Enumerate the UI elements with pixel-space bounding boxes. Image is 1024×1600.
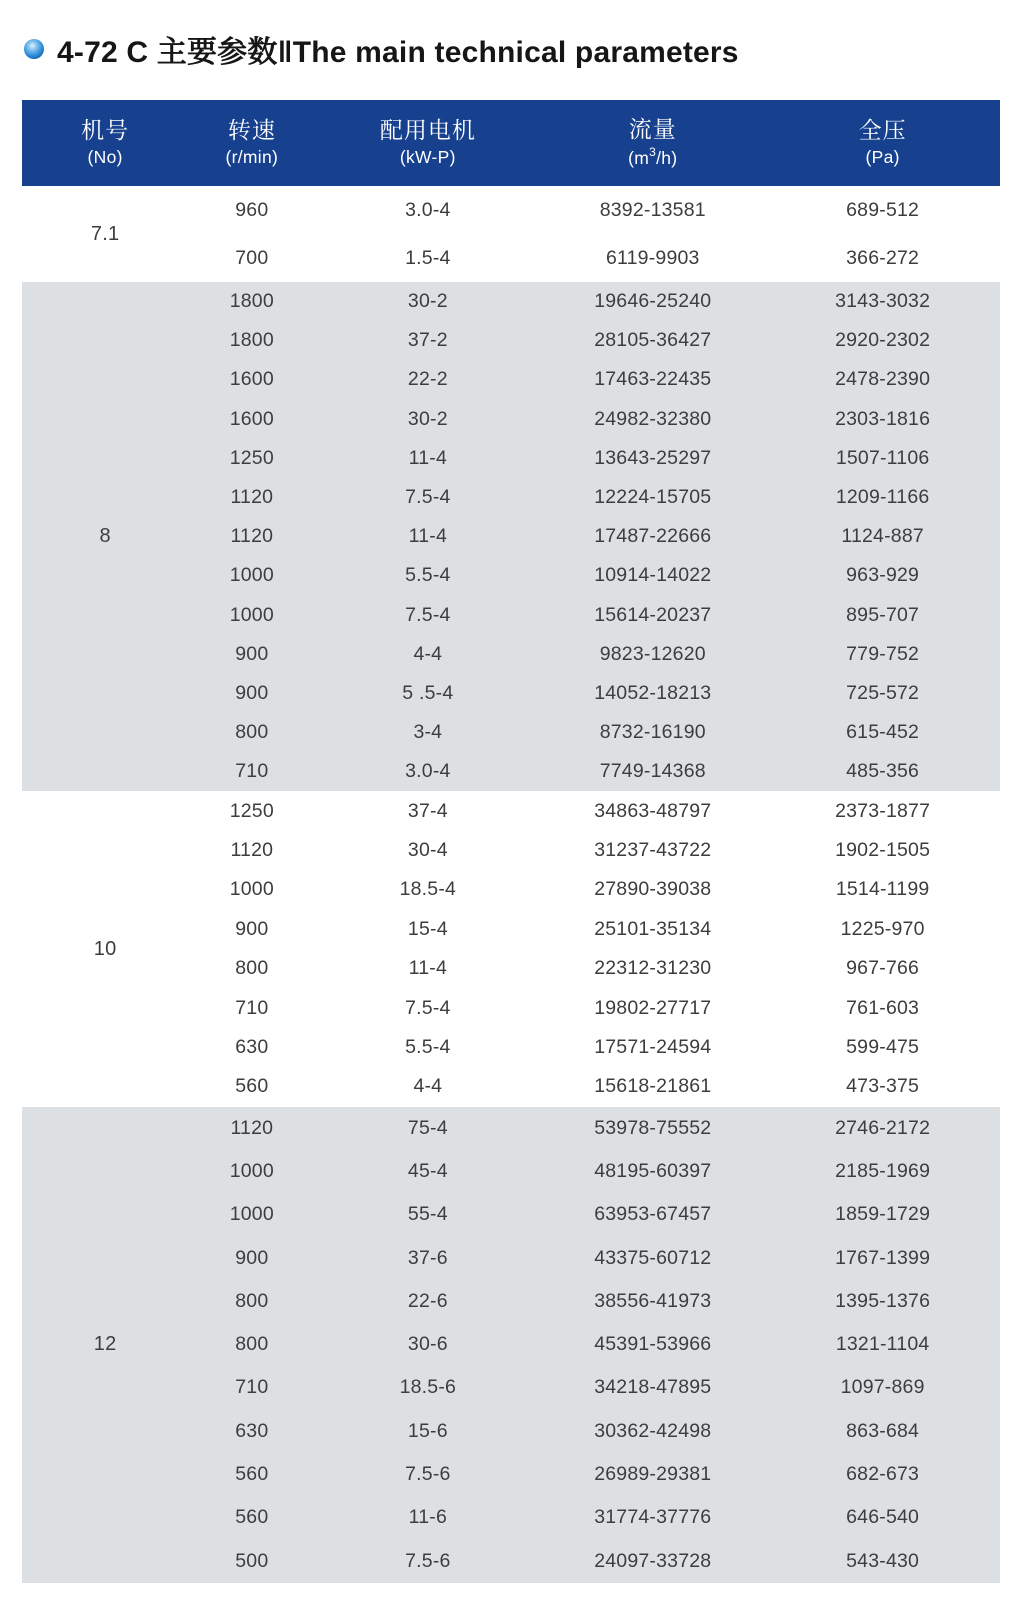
motor-cell: 5.5-4 [405,564,451,587]
pressure-cell: 1507-1106 [835,446,930,469]
rpm-cell: 710 [235,996,269,1019]
rpm-cell: 1800 [229,290,274,313]
flow-cell: 24982-32380 [594,407,712,430]
pressure-cell: 682-673 [846,1463,920,1486]
flow-cell: 28105-36427 [594,329,712,352]
column-unit: (Pa) [865,147,900,168]
fan-size-group-8 [22,282,1000,791]
column-header-pa [765,100,1000,186]
rpm-cell: 900 [235,1246,269,1269]
page-title: 4-72 C 主要参数‖The main technical parameters [57,36,739,69]
flow-cell: 30362-42498 [594,1419,712,1442]
rpm-cell: 560 [235,1075,269,1098]
pressure-cell: 485-356 [846,760,920,783]
bullet-icon [24,39,44,59]
rpm-cell: 900 [235,681,269,704]
parameters-table [22,100,1000,1583]
flow-cell: 15614-20237 [594,603,712,626]
flow-cell: 53978-75552 [594,1116,712,1139]
motor-cell: 7.5-4 [405,486,451,509]
page-header [0,0,1024,71]
motor-cell: 7.5-4 [405,603,451,626]
rpm-cell: 1000 [229,878,274,901]
pressure-cell: 2373-1877 [835,799,931,822]
column-label: 配用电机 [379,117,476,144]
flow-cell: 26989-29381 [594,1463,712,1486]
rpm-cell: 1120 [230,1116,274,1139]
pressure-cell: 1767-1399 [835,1246,931,1269]
column-label: 机号 [81,117,130,144]
pressure-cell: 366-272 [846,246,920,269]
rpm-cell: 630 [235,1035,269,1058]
flow-cell: 17463-22435 [594,368,712,391]
motor-cell: 30-2 [407,407,448,430]
motor-cell: 1.5-4 [405,246,451,269]
column-label: 流量 [628,116,677,143]
rpm-cell: 1000 [229,603,274,626]
column-unit: (No) [87,147,123,168]
rpm-cell: 960 [235,198,269,221]
flow-cell: 27890-39038 [594,878,712,901]
motor-cell: 22-6 [407,1289,448,1312]
column-unit: (kW-P) [399,147,456,168]
motor-cell: 11-4 [408,446,448,469]
column-header-no [22,100,188,186]
flow-cell: 63953-67457 [594,1203,712,1226]
motor-cell: 18.5-6 [399,1376,457,1399]
pressure-cell: 646-540 [846,1506,920,1529]
flow-cell: 8732-16190 [599,721,706,744]
flow-cell: 24097-33728 [594,1549,712,1572]
motor-cell: 37-4 [407,799,448,822]
fan-size-group-7.1 [22,186,1000,282]
rpm-cell: 1600 [229,368,274,391]
pressure-cell: 2185-1969 [835,1160,931,1182]
motor-cell: 55-4 [407,1203,448,1226]
flow-cell: 19646-25240 [594,290,712,313]
motor-cell: 7.5-6 [405,1549,451,1572]
rpm-cell: 1000 [229,1203,274,1226]
rpm-cell: 630 [235,1419,269,1442]
flow-cell: 45391-53966 [594,1333,712,1356]
motor-cell: 15-6 [407,1419,448,1442]
fan-no-cell: 10 [93,937,117,960]
flow-cell: 43375-60712 [594,1246,712,1269]
table-row [22,791,1000,830]
flow-cell: 25101-35134 [594,917,712,940]
pressure-cell: 761-603 [846,996,920,1019]
fan-no-cell: 7.1 [90,222,120,245]
table-row [22,186,1000,234]
column-label: 转速 [227,117,276,144]
pressure-cell: 1225-970 [840,917,925,940]
pressure-cell: 779-752 [846,642,920,665]
motor-cell: 7.5-4 [405,996,451,1019]
rpm-cell: 1120 [230,839,274,862]
fan-size-group-10 [22,791,1000,1106]
rpm-cell: 560 [235,1506,269,1529]
fan-size-group-12 [22,1107,1000,1583]
flow-cell: 7749-14368 [599,760,706,783]
pressure-cell: 2303-1816 [835,407,931,430]
motor-cell: 30-6 [407,1333,448,1356]
motor-cell: 3.0-4 [405,198,451,221]
motor-cell: 75-4 [407,1116,448,1139]
flow-cell: 12224-15705 [594,486,712,509]
rpm-cell: 1600 [229,407,274,430]
flow-cell: 8392-13581 [599,198,706,221]
flow-cell: 9823-12620 [599,642,706,665]
pressure-cell: 473-375 [846,1075,920,1098]
flow-cell: 34218-47895 [594,1376,712,1399]
header-row [22,100,1000,186]
motor-cell: 18.5-4 [399,878,457,901]
motor-cell: 30-4 [407,839,448,862]
pressure-cell: 2920-2302 [835,329,931,352]
flow-cell: 15618-21861 [594,1075,712,1098]
fan-no-cell: 8 [99,525,111,548]
motor-cell: 5.5-4 [405,1035,451,1058]
motor-cell: 37-2 [407,329,448,352]
flow-cell: 31237-43722 [594,839,712,862]
pressure-cell: 895-707 [846,603,920,626]
pressure-cell: 963-929 [846,564,920,587]
rpm-cell: 900 [235,642,269,665]
pressure-cell: 2478-2390 [835,368,931,391]
motor-cell: 22-2 [407,368,448,391]
motor-cell: 3.0-4 [405,760,451,783]
fan-no-cell: 12 [93,1333,117,1356]
flow-cell: 22312-31230 [594,957,712,980]
pressure-cell: 615-452 [846,721,920,744]
motor-cell: 3-4 [413,721,443,744]
pressure-cell: 1209-1166 [835,486,930,509]
flow-cell: 38556-41973 [594,1289,712,1312]
pressure-cell: 2746-2172 [835,1116,931,1139]
rpm-cell: 1120 [230,486,274,509]
rpm-cell: 1250 [229,799,274,822]
pressure-cell: 1514-1199 [835,878,930,901]
rpm-cell: 700 [235,246,269,269]
rpm-cell: 710 [235,760,269,783]
flow-cell: 13643-25297 [594,446,712,469]
column-header-flow [540,100,765,186]
column-header-kw [315,100,540,186]
pressure-cell: 1902-1505 [835,839,931,862]
flow-cell: 17571-24594 [594,1035,712,1058]
rpm-cell: 900 [235,917,269,940]
flow-cell: 48195-60397 [594,1160,712,1182]
motor-cell: 7.5-6 [405,1463,451,1486]
column-unit: $(m^3/h)$ [628,145,678,169]
flow-cell: 34863-48797 [594,799,712,822]
rpm-cell: 1120 [230,525,274,548]
rpm-cell: 1250 [229,446,274,469]
rpm-cell: 800 [235,721,269,744]
table-header [22,100,1000,186]
motor-cell: 5 .5-4 [402,681,454,704]
pressure-cell: 1859-1729 [835,1203,931,1226]
rpm-cell: 800 [235,1289,269,1312]
pressure-cell: 1124-887 [841,525,924,548]
column-label: 全压 [858,117,907,144]
pressure-cell: 863-684 [846,1419,920,1442]
column-header-rpm [188,100,315,186]
rpm-cell: 800 [235,1333,269,1356]
rpm-cell: 500 [235,1549,269,1572]
rpm-cell: 1000 [229,564,274,587]
flow-cell: 19802-27717 [594,996,712,1019]
pressure-cell: 725-572 [846,681,920,704]
motor-cell: 4-4 [413,642,443,665]
flow-cell: 17487-22666 [594,525,712,548]
motor-cell: 11-4 [408,957,448,980]
pressure-cell: 1097-869 [840,1376,925,1399]
motor-cell: 4-4 [413,1075,443,1098]
rpm-cell: 800 [235,957,269,980]
flow-cell: 14052-18213 [594,681,712,704]
pressure-cell: 1321-1104 [835,1333,930,1356]
flow-cell: 6119-9903 [605,246,700,269]
pressure-cell: 967-766 [846,957,920,980]
table-row [22,1107,1000,1150]
motor-cell: 37-6 [407,1246,448,1269]
table-row [22,282,1000,321]
motor-cell: 45-4 [407,1160,448,1182]
motor-cell: 11-4 [408,525,448,548]
pressure-cell: 1395-1376 [835,1289,931,1312]
rpm-cell: 1000 [229,1160,274,1182]
motor-cell: 11-6 [408,1506,448,1529]
pressure-cell: 543-430 [846,1549,920,1572]
motor-cell: 30-2 [407,290,448,313]
pressure-cell: 689-512 [846,198,920,221]
pressure-cell: 599-475 [846,1035,920,1058]
rpm-cell: 560 [235,1463,269,1486]
column-unit: (r/min) [225,147,279,168]
flow-cell: 10914-14022 [594,564,712,587]
flow-cell: 31774-37776 [594,1506,712,1529]
rpm-cell: 710 [235,1376,269,1399]
rpm-cell: 1800 [229,329,274,352]
motor-cell: 15-4 [407,917,448,940]
pressure-cell: 3143-3032 [835,290,931,313]
